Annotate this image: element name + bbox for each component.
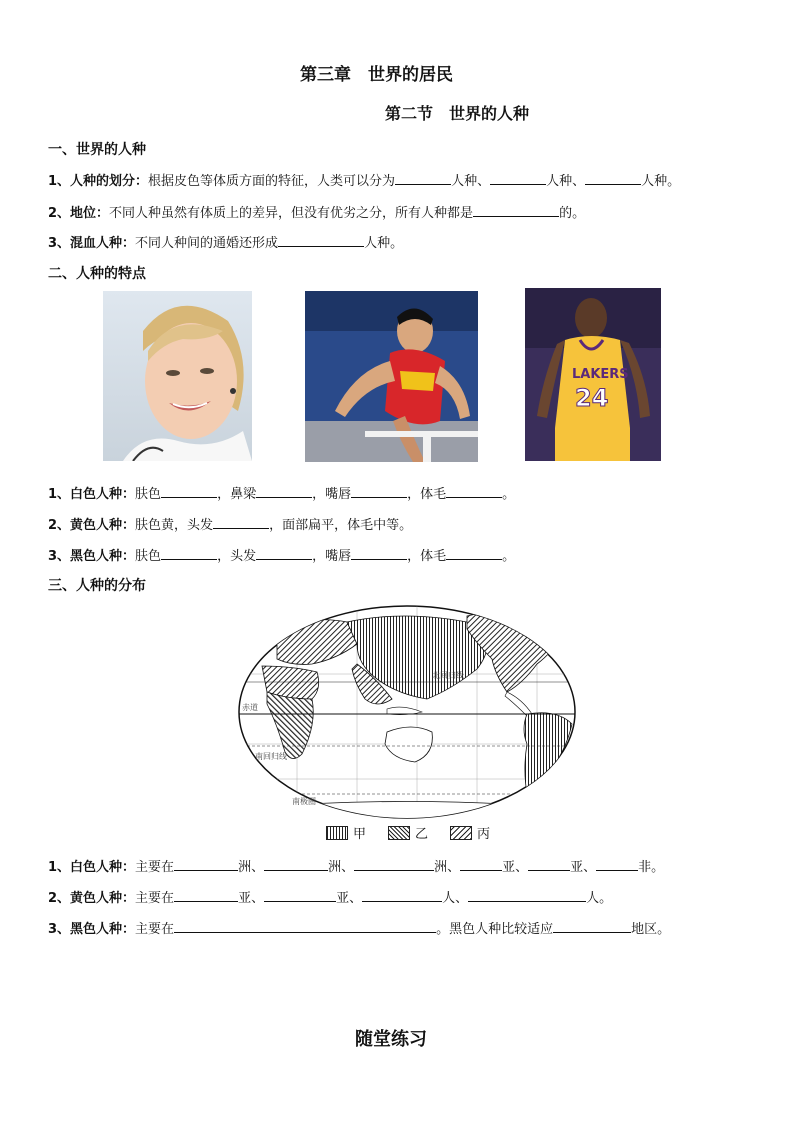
line-text: 主要在 bbox=[135, 860, 175, 875]
line-text: 主要在 bbox=[135, 891, 175, 906]
part3-heading: 三、人种的分布 bbox=[48, 578, 146, 594]
chapter-title: 第三章 世界的居民 bbox=[300, 65, 453, 85]
white-race-photo bbox=[103, 291, 252, 461]
answer-blank[interactable] bbox=[161, 546, 217, 560]
line-label: 1、人种的划分： bbox=[48, 174, 149, 189]
jersey-number-text: 24 bbox=[575, 384, 609, 412]
section-title: 第二节 世界的人种 bbox=[385, 104, 530, 123]
line-label: 2、黄色人种： bbox=[48, 518, 136, 533]
line-text: ，头发 bbox=[217, 549, 257, 564]
answer-blank[interactable] bbox=[351, 484, 407, 498]
answer-blank[interactable] bbox=[395, 171, 451, 185]
practice-title: 随堂练习 bbox=[355, 1029, 427, 1050]
line-text: 。 bbox=[502, 487, 516, 502]
answer-blank[interactable] bbox=[213, 515, 269, 529]
line-text: 不同人种虽然有体质上的差异，但没有优劣之分，所有人种都是 bbox=[109, 206, 474, 221]
line-label: 3、黑色人种： bbox=[48, 549, 136, 564]
line-label: 1、白色人种： bbox=[48, 860, 136, 875]
answer-blank[interactable] bbox=[596, 857, 638, 871]
answer-blank[interactable] bbox=[256, 484, 312, 498]
line-text: ，体毛 bbox=[407, 549, 447, 564]
part2-yellow-line bbox=[48, 514, 412, 533]
part3-black-line bbox=[48, 918, 670, 937]
line-text: 人种。 bbox=[364, 236, 404, 251]
answer-blank[interactable] bbox=[264, 857, 328, 871]
answer-blank[interactable] bbox=[528, 857, 570, 871]
north-tropic-label: 北回归线 bbox=[432, 671, 464, 680]
line-label: 2、黄色人种： bbox=[48, 891, 136, 906]
line-text: ，嘴唇 bbox=[312, 549, 352, 564]
line-text: 根据皮色等体质方面的特征，人类可以分为 bbox=[148, 174, 396, 189]
part3-white-line bbox=[48, 856, 664, 875]
answer-blank[interactable] bbox=[354, 857, 434, 871]
line-text: 人、 bbox=[442, 891, 469, 906]
world-race-distribution-map bbox=[237, 604, 577, 822]
line-text: 亚、 bbox=[502, 860, 529, 875]
line-text: ，面部扁平，体毛中等。 bbox=[269, 518, 413, 533]
part1-heading: 一、世界的人种 bbox=[48, 142, 146, 158]
legend-label: 丙 bbox=[477, 827, 491, 842]
answer-blank[interactable] bbox=[256, 546, 312, 560]
answer-blank[interactable] bbox=[446, 546, 502, 560]
answer-blank[interactable] bbox=[585, 171, 641, 185]
line-text: 肤色 bbox=[135, 549, 162, 564]
south-tropic-label: 南回归线 bbox=[255, 752, 287, 761]
line-text: 肤色 bbox=[135, 487, 162, 502]
line-text: 。 bbox=[502, 549, 516, 564]
line-text: 亚、 bbox=[238, 891, 265, 906]
line-label: 3、黑色人种： bbox=[48, 922, 136, 937]
line-text: 亚、 bbox=[336, 891, 363, 906]
line-text: ，鼻梁 bbox=[217, 487, 257, 502]
line-text: 洲、 bbox=[238, 860, 265, 875]
line-text: ，嘴唇 bbox=[312, 487, 352, 502]
line-text: 主要在 bbox=[135, 922, 175, 937]
line-text: 地区。 bbox=[631, 922, 671, 937]
yellow-race-photo bbox=[305, 291, 478, 462]
line-text: 人种、 bbox=[451, 174, 491, 189]
antarctic-circle-label: 南极圈 bbox=[292, 797, 316, 806]
answer-blank[interactable] bbox=[553, 919, 631, 933]
part1-line1 bbox=[48, 170, 680, 189]
line-text: 。黑色人种比较适应 bbox=[436, 922, 554, 937]
answer-blank[interactable] bbox=[161, 484, 217, 498]
part2-black-line bbox=[48, 545, 515, 564]
answer-blank[interactable] bbox=[174, 888, 238, 902]
legend-swatch-diagonal bbox=[388, 826, 410, 840]
line-text: 亚、 bbox=[570, 860, 597, 875]
answer-blank[interactable] bbox=[468, 888, 586, 902]
part2-heading: 二、人种的特点 bbox=[48, 266, 146, 282]
answer-blank[interactable] bbox=[446, 484, 502, 498]
line-text: 不同人种间的通婚还形成 bbox=[135, 236, 279, 251]
answer-blank[interactable] bbox=[351, 546, 407, 560]
legend-label: 甲 bbox=[353, 827, 367, 842]
legend-swatch-vertical bbox=[326, 826, 348, 840]
line-label: 2、地位： bbox=[48, 206, 110, 221]
line-text: 人种、 bbox=[546, 174, 586, 189]
answer-blank[interactable] bbox=[473, 203, 559, 217]
legend-label: 乙 bbox=[415, 827, 429, 842]
part1-line2 bbox=[48, 202, 585, 221]
line-text: 人种。 bbox=[641, 174, 681, 189]
answer-blank[interactable] bbox=[264, 888, 336, 902]
line-text: ，体毛 bbox=[407, 487, 447, 502]
line-text: 洲、 bbox=[434, 860, 461, 875]
line-text: 人。 bbox=[586, 891, 613, 906]
part1-line3 bbox=[48, 232, 403, 251]
line-text: 的。 bbox=[559, 206, 586, 221]
answer-blank[interactable] bbox=[174, 919, 436, 933]
answer-blank[interactable] bbox=[490, 171, 546, 185]
answer-blank[interactable] bbox=[174, 857, 238, 871]
answer-blank[interactable] bbox=[278, 233, 364, 247]
line-label: 1、白色人种： bbox=[48, 487, 136, 502]
part2-white-line bbox=[48, 483, 515, 502]
jersey-brand-text: LAKERS bbox=[572, 367, 629, 382]
line-text: 非。 bbox=[638, 860, 665, 875]
answer-blank[interactable] bbox=[460, 857, 502, 871]
part3-yellow-line bbox=[48, 887, 612, 906]
answer-blank[interactable] bbox=[362, 888, 442, 902]
equator-label: 赤道 bbox=[242, 703, 258, 712]
legend-swatch-crosshatch bbox=[450, 826, 472, 840]
line-text: 肤色黄，头发 bbox=[135, 518, 214, 533]
line-label: 3、混血人种： bbox=[48, 236, 136, 251]
map-legend bbox=[326, 823, 490, 842]
black-race-photo bbox=[525, 288, 661, 461]
line-text: 洲、 bbox=[328, 860, 355, 875]
